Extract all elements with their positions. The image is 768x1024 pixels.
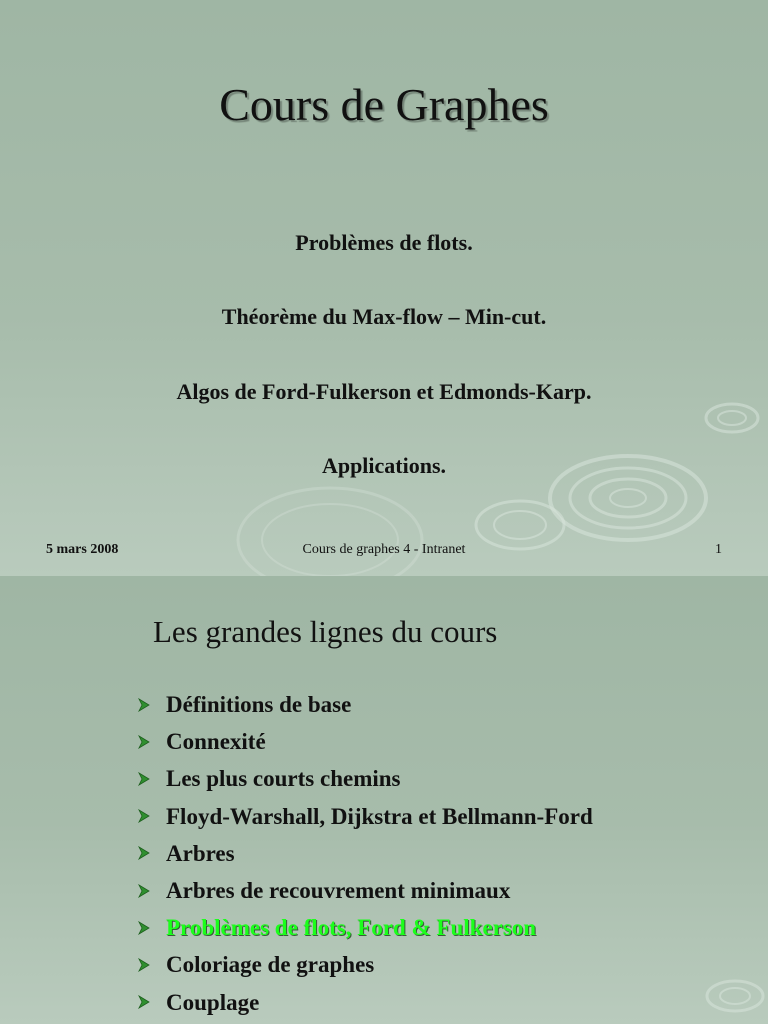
list-item-label: Arbres [166, 840, 235, 866]
slide-2-title: Les grandes lignes du cours [153, 614, 498, 649]
list-item-label: Coloriage de graphes [166, 952, 375, 978]
footer-page-number: 1 [715, 542, 722, 557]
arrow-right-icon [138, 958, 166, 972]
list-item-label: Problèmes de flots, Ford & Fulkerson [166, 915, 537, 941]
list-item-label: Floyd-Warshall, Dijkstra et Bellmann-Ford [166, 803, 593, 829]
arrow-right-icon [138, 735, 166, 749]
subtitle-line-2: Théorème du Max-flow – Min-cut. [221, 304, 547, 329]
list-item [138, 723, 593, 760]
slide-2 [0, 576, 768, 1024]
arrow-right-icon [138, 921, 166, 935]
arrow-right-icon [138, 772, 166, 786]
list-item [138, 872, 593, 909]
list-item [138, 946, 593, 983]
arrow-right-icon [138, 698, 166, 712]
list-item [138, 760, 593, 797]
list-item-label: Couplage [166, 989, 260, 1015]
slide-1-title: Cours de Graphes [219, 79, 549, 130]
subtitle-line-1: Problèmes de flots. [295, 230, 473, 255]
arrow-right-icon [138, 846, 166, 860]
arrow-right-icon [138, 995, 166, 1009]
list-item-label: Connexité [166, 729, 266, 755]
subtitle-line-4: Applications. [321, 453, 447, 478]
list-item [138, 835, 593, 872]
list-item-label: Arbres de recouvrement minimaux [166, 877, 511, 903]
list-item [138, 686, 593, 723]
list-item-label: Les plus courts chemins [166, 766, 401, 792]
list-item [138, 984, 593, 1021]
list-item [138, 798, 593, 835]
footer-title: Cours de graphes 4 - Intranet [302, 542, 466, 557]
course-outline-list [138, 686, 593, 1021]
list-item-label: Définitions de base [166, 692, 352, 717]
arrow-right-icon [138, 809, 166, 823]
footer-date: 5 mars 2008 [46, 542, 119, 557]
arrow-right-icon [138, 884, 166, 898]
subtitle-line-3: Algos de Ford-Fulkerson et Edmonds-Karp. [176, 379, 592, 404]
list-item-highlighted [138, 909, 593, 946]
